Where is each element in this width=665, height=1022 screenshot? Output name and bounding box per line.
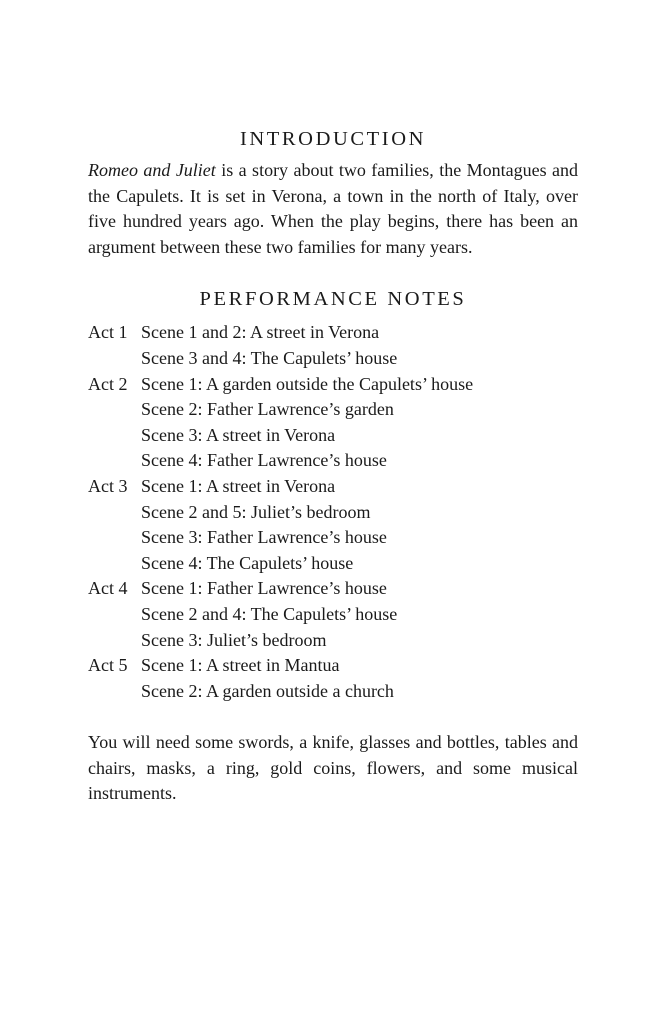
scene-text: Scene 3: Juliet’s bedroom: [141, 629, 327, 650]
act-label: [88, 602, 141, 628]
scene-row: [88, 602, 578, 628]
scene-row: [88, 525, 578, 551]
scene-text: Scene 3: Father Lawrence’s house: [141, 527, 387, 548]
act-label: [88, 500, 141, 526]
scene-row: [88, 500, 578, 526]
scene-row: [88, 576, 578, 602]
page-content: [88, 124, 578, 807]
act-label: Act 3: [88, 475, 128, 496]
act-label: [88, 679, 141, 705]
scene-row: [88, 423, 578, 449]
scene-text: Scene 3 and 4: The Capulets’ house: [141, 347, 398, 368]
play-title: Romeo and Juliet: [88, 160, 216, 180]
act-label: [88, 397, 141, 423]
scene-row: [88, 679, 578, 705]
scene-text: Scene 4: The Capulets’ house: [141, 552, 354, 573]
scene-text: Scene 3: A street in Verona: [141, 424, 336, 445]
act-label: Act 5: [88, 655, 128, 676]
scene-row: [88, 474, 578, 500]
act-label: [88, 423, 141, 449]
scene-text: Scene 1: A street in Mantua: [141, 655, 340, 676]
scene-row: [88, 372, 578, 398]
act-label: [88, 448, 141, 474]
scene-text: Scene 2: Father Lawrence’s garden: [141, 399, 394, 420]
scene-text: Scene 1: A street in Verona: [141, 475, 336, 496]
scene-row: [88, 397, 578, 423]
act-label: Act 4: [88, 578, 128, 599]
scene-row: [88, 653, 578, 679]
introduction-heading: INTRODUCTION: [239, 128, 427, 150]
scene-text: Scene 2 and 4: The Capulets’ house: [141, 603, 398, 624]
scene-text: Scene 4: Father Lawrence’s house: [141, 450, 387, 471]
introduction-paragraph: [88, 158, 578, 260]
scene-text: Scene 1: A garden outside the Capulets’ house: [141, 373, 474, 394]
act-label: Act 1: [88, 322, 128, 343]
scene-row: [88, 628, 578, 654]
scene-row: [88, 448, 578, 474]
scene-text: Scene 1 and 2: A street in Verona: [141, 322, 380, 343]
act-label: [88, 346, 141, 372]
act-label: Act 2: [88, 373, 128, 394]
scene-row: [88, 320, 578, 346]
props-paragraph: You will need some swords, a knife, glasses and bottles, tables and chairs, masks, a ring, gold coins, flowers, and some musical instruments.: [88, 732, 578, 804]
scene-text: Scene 2: A garden outside a church: [141, 680, 394, 701]
act-label: [88, 628, 141, 654]
act-label: [88, 525, 141, 551]
introduction-body: is a story about two families, the Montagues and the Capulets. It is set in Verona, a town in the north of Italy, over five hundred years ago. When the play begins, there has been an argument between these two families for many years.: [88, 160, 579, 257]
act-label: [88, 551, 141, 577]
scene-row: [88, 551, 578, 577]
scene-row: [88, 346, 578, 372]
scene-list: [88, 320, 578, 704]
scene-text: Scene 2 and 5: Juliet’s bedroom: [141, 501, 371, 522]
scene-text: Scene 1: Father Lawrence’s house: [141, 578, 387, 599]
performance-notes-heading: PERFORMANCE NOTES: [199, 288, 467, 311]
